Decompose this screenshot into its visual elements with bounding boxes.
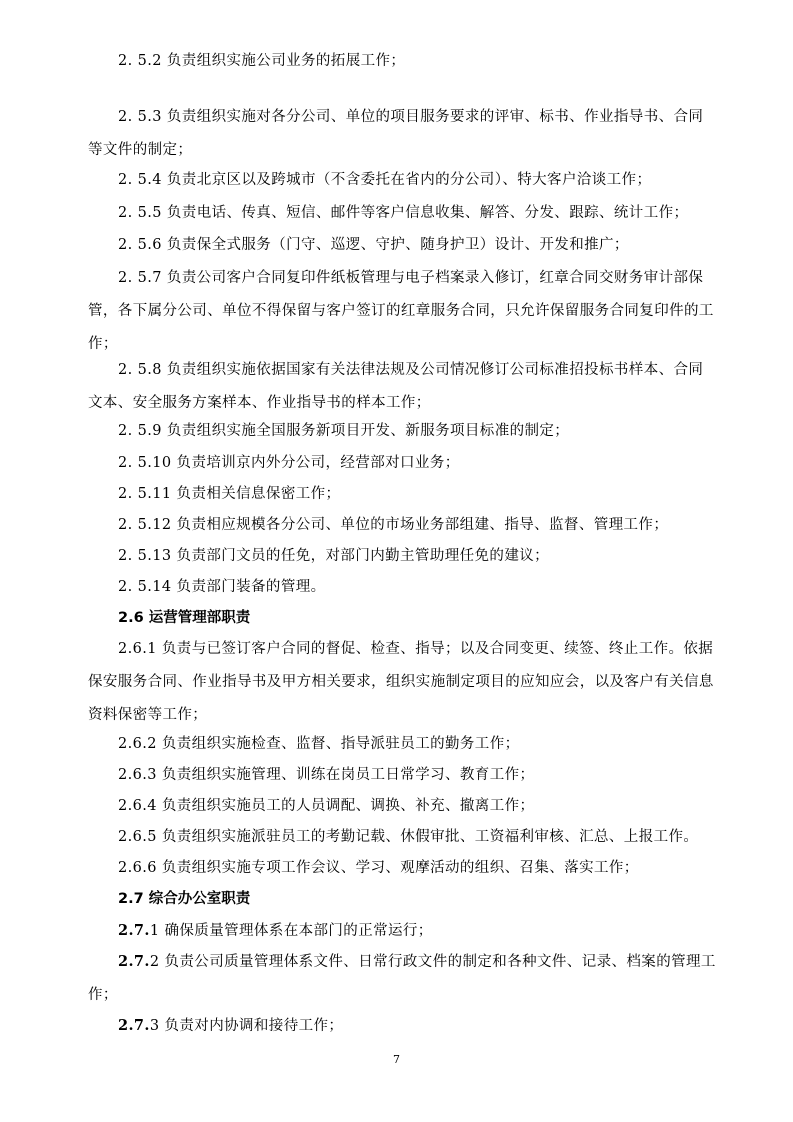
item-text: 3 负责对内协调和接待工作； (149, 1018, 344, 1034)
item-number: 2.7. (118, 953, 150, 970)
paragraph-2-5-11: 2. 5.11 负责相关信息保密工作； (118, 486, 341, 502)
paragraph-2-6-4: 2.6.4 负责组织实施员工的人员调配、调换、补充、撤离工作； (118, 798, 535, 814)
paragraph-2-7-2 (88, 945, 718, 1012)
paragraph-2-5-13: 2. 5.13 负责部门文员的任免，对部门内勤主管助理任免的建议； (118, 548, 550, 564)
paragraph-2-5-5: 2. 5.5 负责电话、传真、短信、邮件等客户信息收集、解答、分发、跟踪、统计工作； (118, 205, 689, 221)
paragraph-2-5-12: 2. 5.12 负责相应规模各分公司、单位的市场业务部组建、指导、监督、管理工作； (118, 517, 669, 533)
paragraph-2-5-7: 2. 5.7 负责公司客户合同复印件纸板管理与电子档案录入修订，红章合同交财务审计部保管，各下属分公司、单位不得保留与客户签订的红章服务合同，只允许保留服务合同复印件的工作； (88, 270, 714, 352)
section-heading-2-7: 2.7 综合办公室职责 (118, 891, 251, 907)
paragraph-2-7-1 (88, 914, 718, 948)
paragraph-2-5-2: 2. 5.2 负责组织实施公司业务的拓展工作； (118, 53, 406, 69)
item-text: 1 确保质量管理体系在本部门的正常运行； (149, 923, 433, 939)
item-number: 2.7. (118, 922, 150, 939)
section-heading-2-6: 2.6 运营管理部职责 (118, 610, 251, 626)
paragraph-2-5-4: 2. 5.4 负责北京区以及跨城市（不含委托在省内的分公司）、特大客户洽谈工作； (118, 172, 652, 188)
paragraph-2-5-10: 2. 5.10 负责培训京内外分公司，经营部对口业务； (118, 455, 460, 471)
item-number: 2.7. (118, 1017, 150, 1034)
paragraph-2-5-8: 2. 5.8 负责组织实施依据国家有关法律法规及公司情况修订公司标准招投标书样本、合同文本、安全服务方案样本、作业指导书的样本工作； (88, 362, 704, 411)
page-number: 7 (393, 1053, 400, 1066)
paragraph-2-6-3: 2.6.3 负责组织实施管理、训练在岗员工日常学习、教育工作； (118, 767, 535, 783)
paragraph-2-5-6: 2. 5.6 负责保全式服务（门守、巡逻、守护、随身护卫）设计、开发和推广； (118, 237, 629, 253)
item-text: 2 负责公司质量管理体系文件、日常行政文件的制定和各种文件、记录、档案的管理工作； (88, 954, 716, 1003)
paragraph-2-6-5: 2.6.5 负责组织实施派驻员工的考勤记载、休假审批、工资福利审核、汇总、上报工作。 (118, 829, 699, 845)
paragraph-2-5-14: 2. 5.14 负责部门装备的管理。 (118, 579, 326, 595)
paragraph-2-5-3: 2. 5.3 负责组织实施对各分公司、单位的项目服务要求的评审、标书、作业指导书、合同等文件的制定； (88, 109, 704, 158)
paragraph-2-6-6: 2.6.6 负责组织实施专项工作会议、学习、观摩活动的组织、召集、落实工作； (118, 860, 639, 876)
paragraph-2-6-2: 2.6.2 负责组织实施检查、监督、指导派驻员工的勤务工作； (118, 736, 520, 752)
paragraph-2-6-1: 2.6.1 负责与已签订客户合同的督促、检查、指导；以及合同变更、续签、终止工作。依据保安服务合同、作业指导书及甲方相关要求，组织实施制定项目的应知应会，以及客户有关信息资料保密等工作； (88, 641, 714, 723)
paragraph-2-5-9: 2. 5.9 负责组织实施全国服务新项目开发、新服务项目标准的制定； (118, 423, 570, 439)
paragraph-2-7-3 (88, 1009, 718, 1043)
